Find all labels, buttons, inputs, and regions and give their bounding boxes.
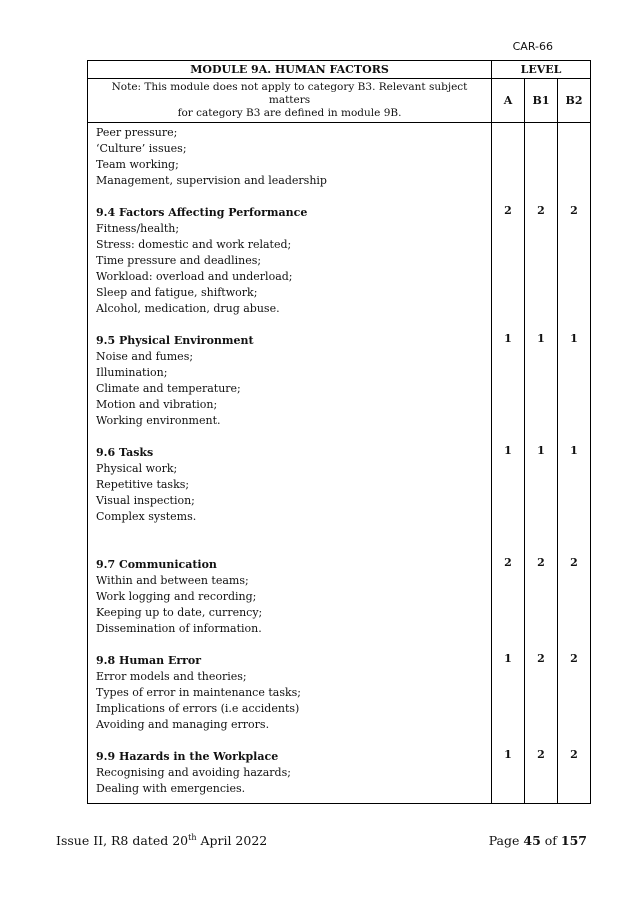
topic-item: Management, supervision and leadership: [96, 174, 327, 187]
spacer: [492, 587, 524, 603]
spacer: [558, 571, 590, 587]
spacer: [525, 603, 557, 619]
topic-item: Workload: overload and underload;: [96, 270, 293, 283]
spacer: [492, 395, 524, 411]
spacer: [492, 715, 524, 731]
spacer: [492, 475, 524, 491]
topic-item: Repetitive tasks;: [96, 478, 190, 491]
spacer: [525, 763, 557, 779]
spacer: [525, 363, 557, 379]
spacer: [558, 731, 590, 747]
spacer: [525, 235, 557, 251]
spacer: [558, 411, 590, 427]
topic-item: Visual inspection;: [96, 494, 195, 507]
spacer: [525, 491, 557, 507]
spacer: [96, 429, 483, 445]
level-b1-column: [525, 123, 558, 804]
topic-item: Dissemination of information.: [96, 622, 262, 635]
spacer: [492, 171, 524, 187]
level-b2-value: 2: [570, 652, 578, 665]
spacer: [558, 619, 590, 635]
spacer: [558, 251, 590, 267]
level-a-value: 2: [504, 556, 512, 569]
level-b1-value: 2: [537, 204, 545, 217]
category-b2-header: B2: [558, 79, 591, 123]
spacer: [492, 235, 524, 251]
spacer: [492, 459, 524, 475]
topic-item: Keeping up to date, currency;: [96, 606, 263, 619]
level-b2-value: 1: [570, 332, 578, 345]
document-code: CAR-66: [512, 40, 553, 53]
level-b2-column: [558, 123, 591, 804]
spacer: [525, 299, 557, 315]
spacer: [558, 123, 590, 139]
spacer: [525, 427, 557, 443]
spacer: [525, 347, 557, 363]
spacer: [525, 267, 557, 283]
spacer: [558, 139, 590, 155]
spacer: [525, 507, 557, 523]
level-b1-value: 1: [537, 444, 545, 457]
spacer: [558, 699, 590, 715]
topic-item: Avoiding and managing errors.: [96, 718, 270, 731]
topic-item: Recognising and avoiding hazards;: [96, 766, 291, 779]
spacer: [525, 395, 557, 411]
spacer: [96, 189, 483, 205]
spacer: [558, 379, 590, 395]
spacer: [525, 459, 557, 475]
spacer: [525, 539, 557, 555]
section-title: 9.6 Tasks: [96, 446, 154, 459]
topics-column: [88, 123, 492, 804]
spacer: [525, 251, 557, 267]
spacer: [558, 523, 590, 539]
header-row-note: [88, 79, 591, 123]
spacer: [525, 283, 557, 299]
spacer: [525, 123, 557, 139]
spacer: [492, 603, 524, 619]
level-b2-value: 1: [570, 444, 578, 457]
level-b1-value: 2: [537, 556, 545, 569]
spacer: [558, 491, 590, 507]
spacer: [525, 635, 557, 651]
spacer: [558, 603, 590, 619]
spacer: [492, 379, 524, 395]
topic-item: Physical work;: [96, 462, 178, 475]
spacer: [492, 411, 524, 427]
module-note-line-1: Note: This module does not apply to category B3. Relevant subject matters: [111, 81, 468, 106]
category-a-header: A: [492, 79, 525, 123]
topic-item: Error models and theories;: [96, 670, 247, 683]
spacer: [492, 523, 524, 539]
spacer: [558, 267, 590, 283]
section-title: 9.5 Physical Environment: [96, 334, 254, 347]
spacer: [558, 283, 590, 299]
spacer: [558, 763, 590, 779]
topic-item: Sleep and fatigue, shiftwork;: [96, 286, 258, 299]
topic-item: Within and between teams;: [96, 574, 249, 587]
spacer: [558, 427, 590, 443]
level-a-value: 2: [504, 204, 512, 217]
module-note-line-2: for category B3 are defined in module 9B.: [177, 107, 402, 119]
spacer: [558, 459, 590, 475]
spacer: [96, 541, 483, 557]
spacer: [525, 411, 557, 427]
spacer: [96, 733, 483, 749]
footer-issue: Issue II, R8 dated 20th April 2022: [56, 832, 268, 848]
spacer: [558, 635, 590, 651]
footer-page: Page 45 of 157: [488, 833, 587, 848]
level-b2-value: 2: [570, 748, 578, 761]
spacer: [525, 699, 557, 715]
level-b2-value: 2: [570, 204, 578, 217]
section-title: 9.7 Communication: [96, 558, 217, 571]
spacer: [492, 635, 524, 651]
level-b1-value: 1: [537, 332, 545, 345]
spacer: [492, 667, 524, 683]
spacer: [558, 667, 590, 683]
spacer: [492, 427, 524, 443]
topic-item: ‘Culture’ issues;: [96, 142, 187, 155]
topic-item: Complex systems.: [96, 510, 197, 523]
spacer: [525, 683, 557, 699]
category-b1-header: B1: [525, 79, 558, 123]
module-note: [88, 79, 492, 123]
spacer: [525, 139, 557, 155]
spacer: [525, 779, 557, 795]
spacer: [558, 715, 590, 731]
topic-item: Motion and vibration;: [96, 398, 218, 411]
topic-item: Working environment.: [96, 414, 221, 427]
spacer: [558, 539, 590, 555]
topic-item: Illumination;: [96, 366, 168, 379]
spacer: [525, 715, 557, 731]
spacer: [558, 299, 590, 315]
spacer: [525, 571, 557, 587]
spacer: [525, 219, 557, 235]
spacer: [558, 587, 590, 603]
spacer: [492, 779, 524, 795]
spacer: [492, 123, 524, 139]
spacer: [492, 683, 524, 699]
topic-item: Implications of errors (i.e accidents): [96, 702, 300, 715]
module-table: [87, 60, 591, 804]
spacer: [492, 763, 524, 779]
level-b1-value: 2: [537, 652, 545, 665]
spacer: [492, 363, 524, 379]
topic-item: Stress: domestic and work related;: [96, 238, 292, 251]
spacer: [558, 395, 590, 411]
spacer: [525, 523, 557, 539]
spacer: [492, 187, 524, 203]
spacer: [525, 155, 557, 171]
level-header: LEVEL: [492, 61, 591, 79]
topic-item: Peer pressure;: [96, 126, 178, 139]
spacer: [492, 491, 524, 507]
level-a-value: 1: [504, 332, 512, 345]
topic-item: Time pressure and deadlines;: [96, 254, 262, 267]
spacer: [525, 315, 557, 331]
spacer: [525, 171, 557, 187]
spacer: [96, 637, 483, 653]
section-title: 9.4 Factors Affecting Performance: [96, 206, 308, 219]
topic-item: Types of error in maintenance tasks;: [96, 686, 301, 699]
body-row: [88, 123, 591, 804]
topic-item: Alcohol, medication, drug abuse.: [96, 302, 280, 315]
spacer: [96, 525, 483, 541]
spacer: [492, 571, 524, 587]
topic-item: Team working;: [96, 158, 179, 171]
spacer: [525, 619, 557, 635]
level-b1-value: 2: [537, 748, 545, 761]
spacer: [558, 187, 590, 203]
header-row-title: [88, 61, 591, 79]
spacer: [525, 475, 557, 491]
spacer: [492, 347, 524, 363]
section-title: 9.9 Hazards in the Workplace: [96, 750, 279, 763]
topic-item: Work logging and recording;: [96, 590, 257, 603]
spacer: [558, 235, 590, 251]
spacer: [492, 619, 524, 635]
level-b2-value: 2: [570, 556, 578, 569]
spacer: [525, 187, 557, 203]
spacer: [492, 299, 524, 315]
spacer: [492, 731, 524, 747]
level-a-value: 1: [504, 444, 512, 457]
topic-item: Climate and temperature;: [96, 382, 241, 395]
spacer: [558, 363, 590, 379]
spacer: [492, 139, 524, 155]
spacer: [525, 731, 557, 747]
topic-item: Noise and fumes;: [96, 350, 194, 363]
spacer: [492, 699, 524, 715]
spacer: [525, 379, 557, 395]
spacer: [558, 171, 590, 187]
spacer: [492, 219, 524, 235]
spacer: [492, 283, 524, 299]
spacer: [492, 315, 524, 331]
spacer: [558, 347, 590, 363]
spacer: [96, 317, 483, 333]
spacer: [492, 251, 524, 267]
spacer: [558, 219, 590, 235]
spacer: [492, 155, 524, 171]
spacer: [558, 779, 590, 795]
level-a-value: 1: [504, 748, 512, 761]
spacer: [492, 507, 524, 523]
section-title: 9.8 Human Error: [96, 654, 202, 667]
topic-item: Dealing with emergencies.: [96, 782, 246, 795]
spacer: [558, 315, 590, 331]
spacer: [492, 267, 524, 283]
spacer: [558, 683, 590, 699]
module-title: MODULE 9A. HUMAN FACTORS: [88, 61, 492, 79]
spacer: [558, 507, 590, 523]
level-a-column: [492, 123, 525, 804]
level-a-value: 1: [504, 652, 512, 665]
spacer: [558, 475, 590, 491]
spacer: [525, 587, 557, 603]
spacer: [558, 155, 590, 171]
spacer: [492, 539, 524, 555]
spacer: [525, 667, 557, 683]
topic-item: Fitness/health;: [96, 222, 180, 235]
